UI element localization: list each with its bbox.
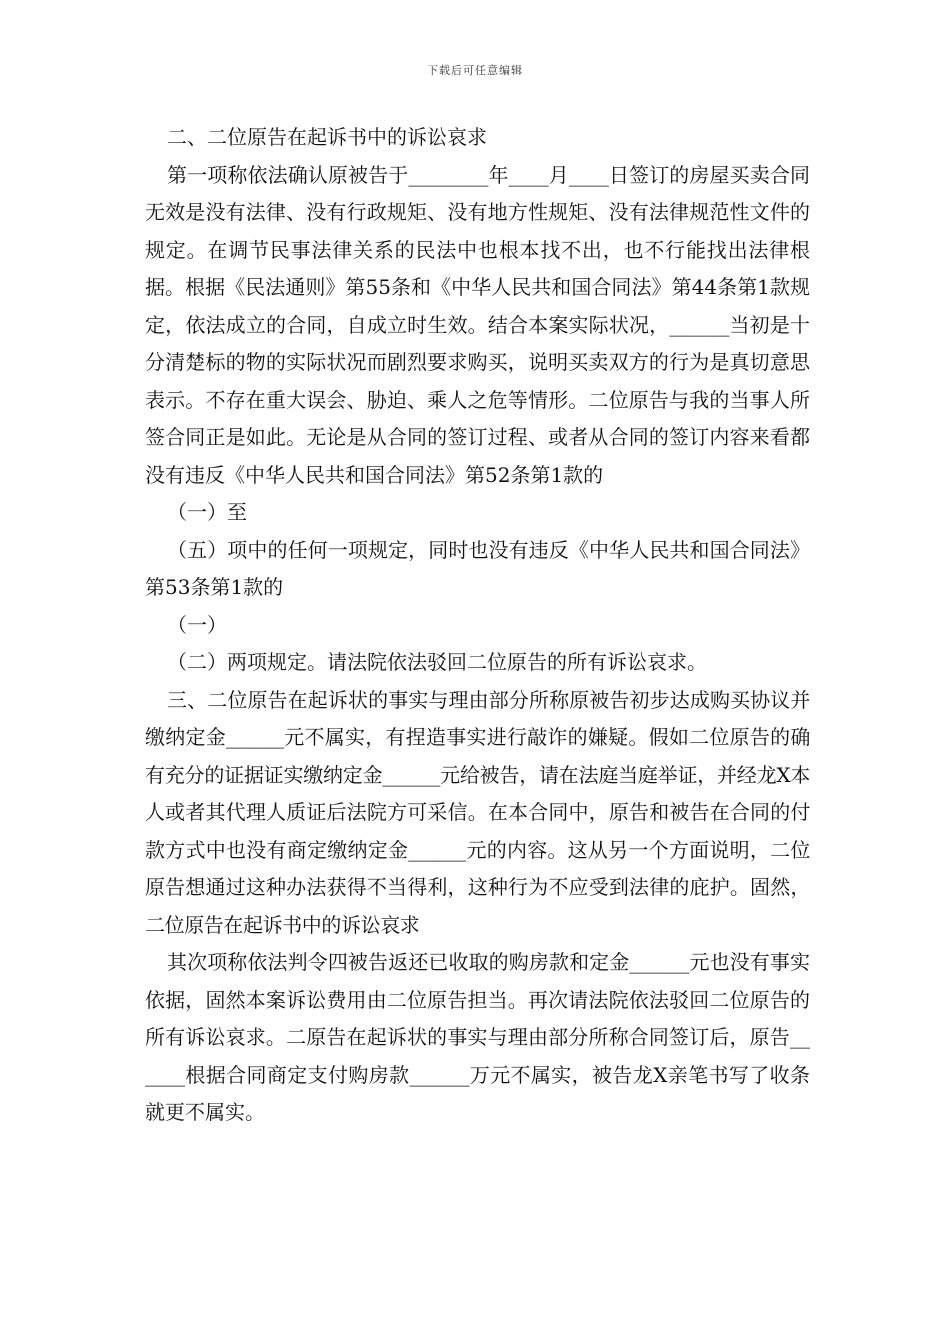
section-heading: 二、二位原告在起诉书中的诉讼哀求 — [167, 125, 487, 149]
body-paragraph: 三、二位原告在起诉状的事实与理由部分所称原被告初步达成购买协议并缴纳定金______元不属实，有捏造事实进行敲诈的嫌疑。假如二位原告的确有充分的证据证实缴纳定金______元给被告，请在法庭当庭举证，并经龙X本人或者其代理人质证后法院方可采信。在本合同中，原告和被告在合同的付款方式中也没有商定缴纳定金______元的内容。这从另一个方面说明，二位原告想通过这种办法获得不当得利，这种行为不应受到法律的庇护。固然，二位原告在起诉书中的诉讼哀求 — [145, 687, 810, 937]
body-paragraph: 其次项称依法判令四被告返还已收取的购房款和定金______元也没有事实依据，固然本案诉讼费用由二位原告担当。再次请法院依法驳回二位原告的所有诉讼哀求。二原告在起诉状的事实与理由部分所称合同签订后，原告______根据合同商定支付购房款______万元不属实，被告龙X亲笔书写了收条就更不属实。 — [145, 950, 810, 1124]
list-marker-paragraph: （一）至 — [167, 500, 247, 524]
body-paragraph: 第一项称依法确认原被告于________年____月____日签订的房屋买卖合同无效是没有法律、没有行政规矩、没有地方性规矩、没有法律规范性文件的规定。在调节民事法律关系的民法中也根本找不出，也不行能找出法律根据。根据《民法通则》第55条和《中华人民共和国合同法》第44条第1款规定，依法成立的合同，自成立时生效。结合本案实际状况，______当初是十分清楚标的物的实际状况而剧烈要求购买，说明买卖双方的行为是真切意思表示。不存在重大误会、胁迫、乘人之危等情形。二位原告与我的当事人所签合同正是如此。无论是从合同的签订过程、或者从合同的签订内容来看都没有违反《中华人民共和国合同法》第52条第1款的 — [145, 162, 810, 487]
page-header: 下载后可任意编辑 — [427, 64, 523, 77]
list-marker-paragraph: （一） — [167, 612, 227, 637]
document-body — [145, 119, 810, 1132]
body-paragraph: （二）两项规定。请法院依法驳回二位原告的所有诉讼哀求。 — [167, 650, 707, 674]
body-paragraph: （五）项中的任何一项规定，同时也没有违反《中华人民共和国合同法》第53条第1款的 — [145, 537, 810, 599]
